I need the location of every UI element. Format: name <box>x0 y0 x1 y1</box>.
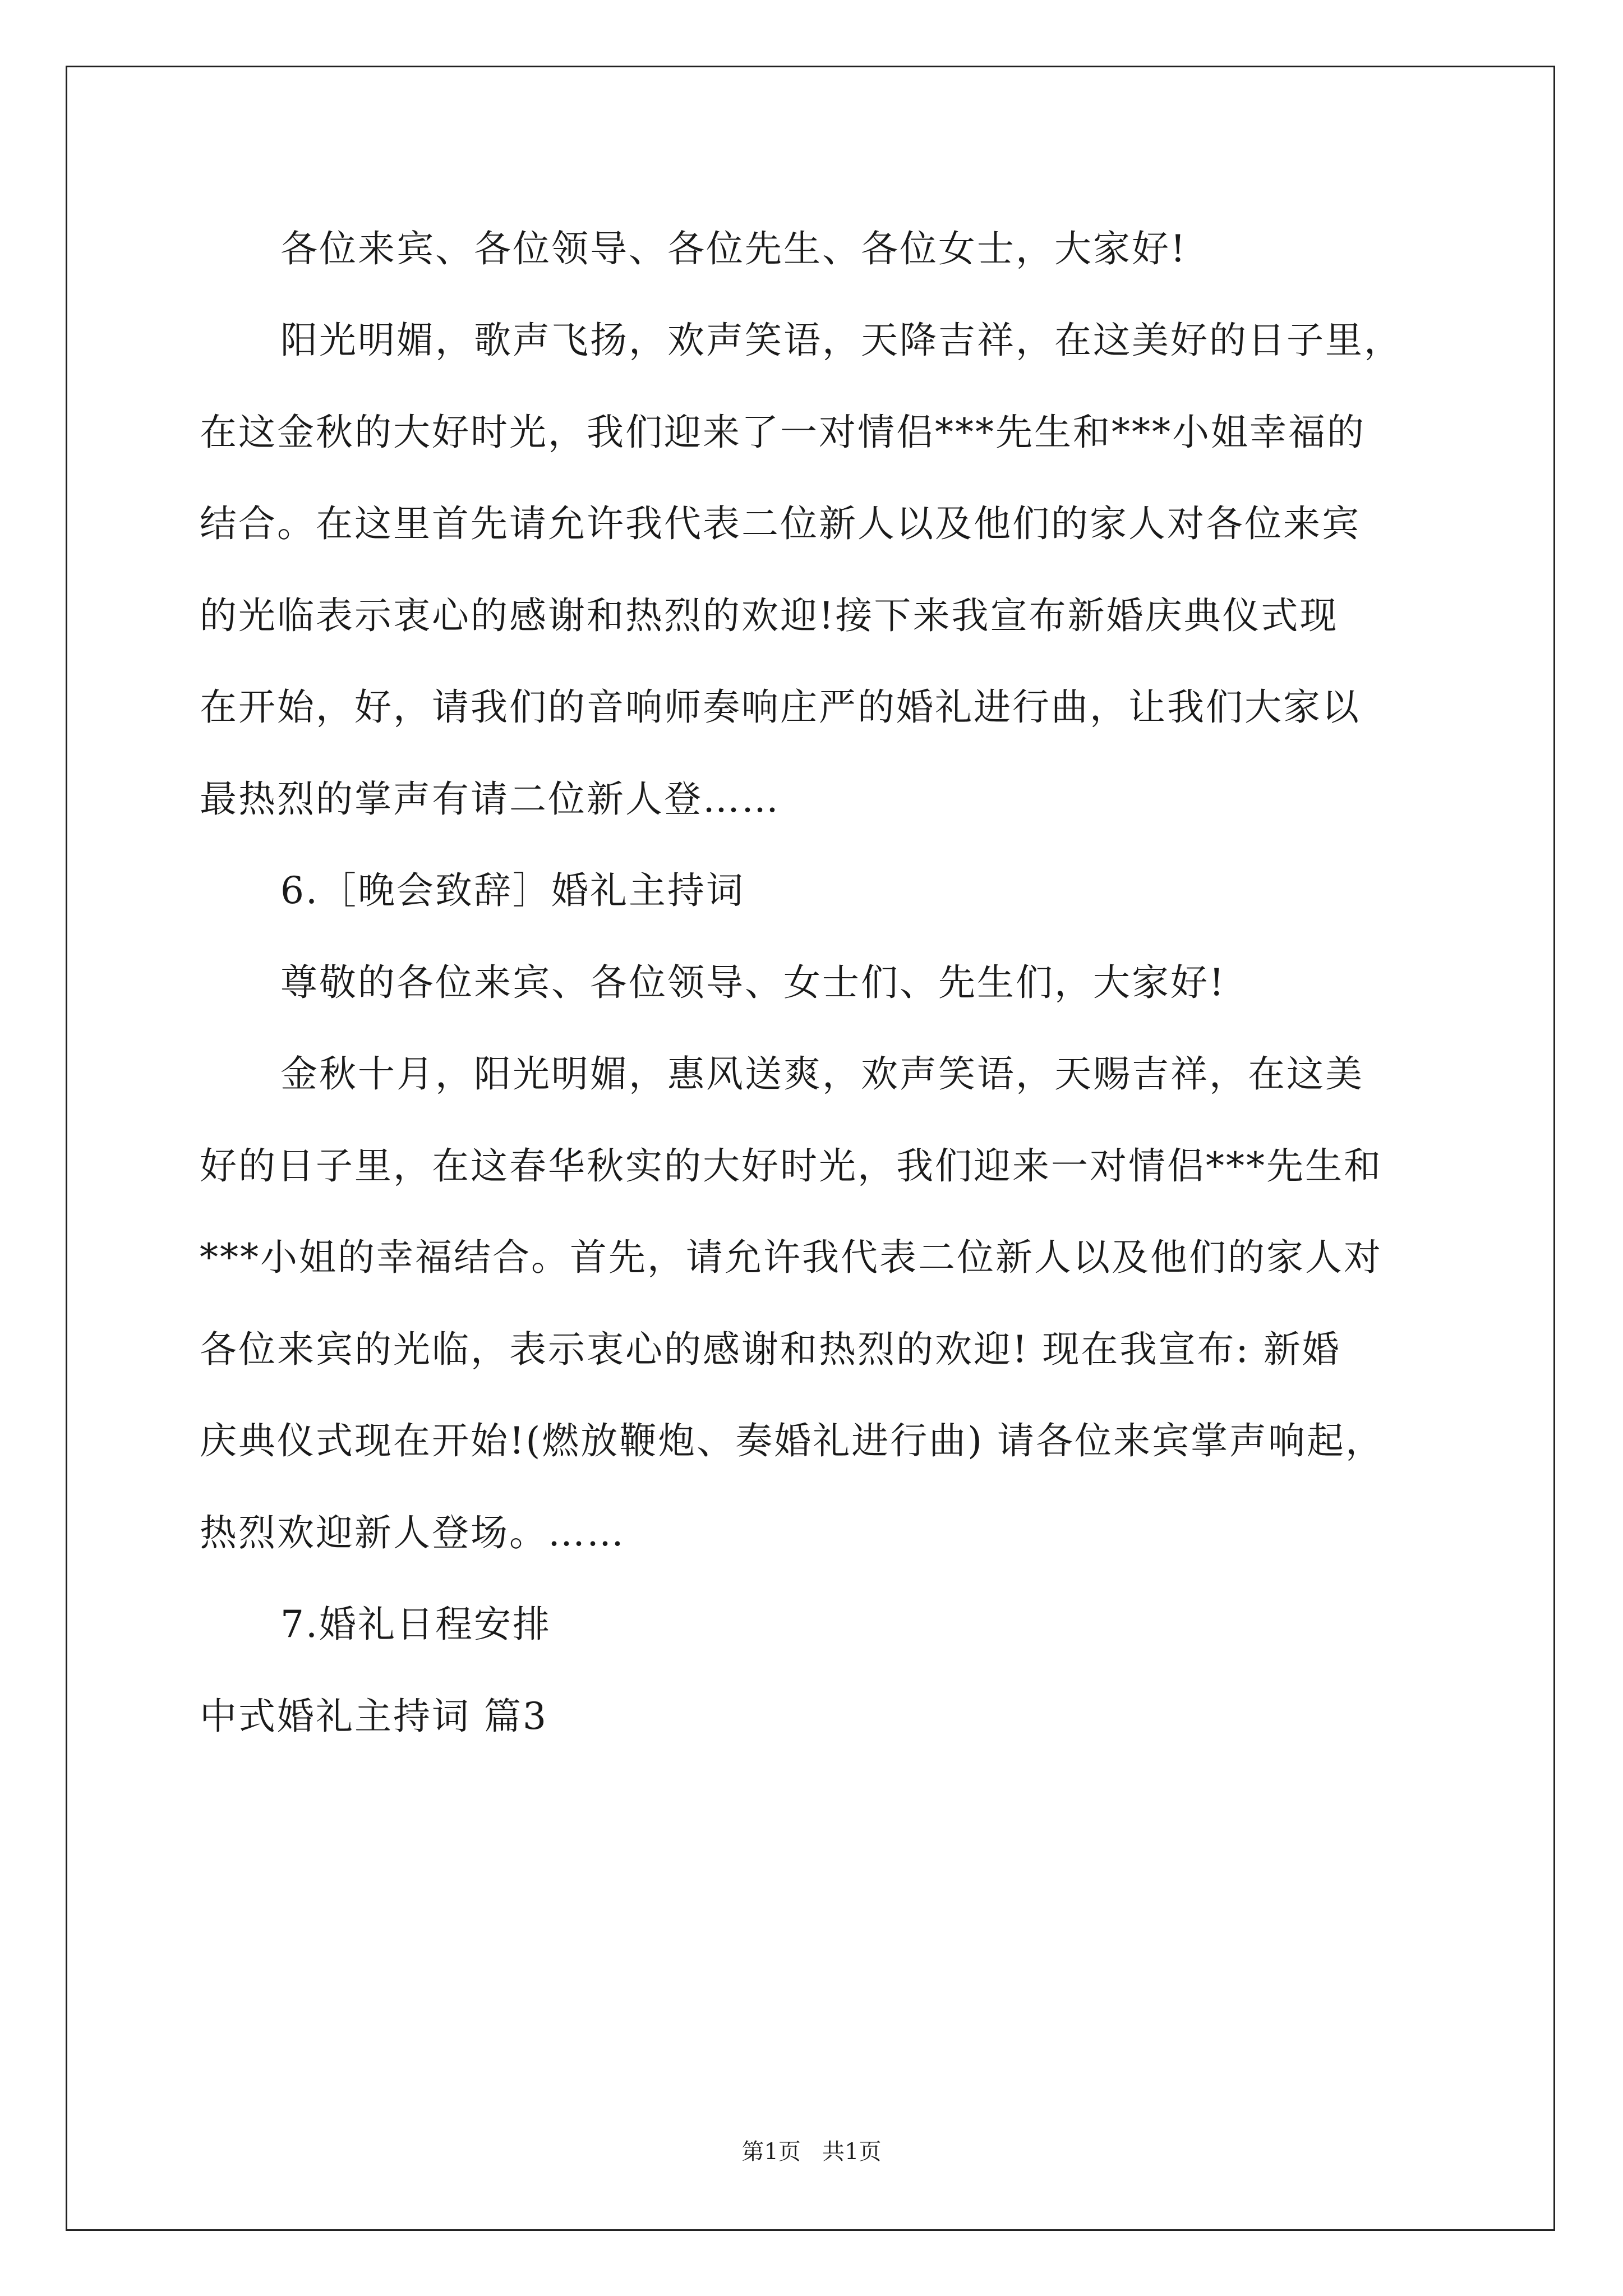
greeting-line: 各位来宾、各位领导、各位先生、各位女士，大家好! <box>280 227 1187 270</box>
chapter-title: 中式婚礼主持词 篇3 <box>200 1695 548 1738</box>
paragraph-line: 好的日子里，在这春华秋实的大好时光，我们迎来一对情侣***先生和 <box>200 1144 1382 1188</box>
paragraph-line: 在开始，好，请我们的音响师奏响庄严的婚礼进行曲，让我们大家以 <box>200 685 1361 729</box>
paragraph-line: 热烈欢迎新人登场。…… <box>200 1511 625 1554</box>
greeting-line: 尊敬的各位来宾、各位领导、女士们、先生们，大家好! <box>280 961 1226 1004</box>
paragraph-line: 金秋十月，阳光明媚，惠风送爽，欢声笑语，天赐吉祥，在这美 <box>280 1052 1364 1096</box>
paragraph-line: 结合。在这里首先请允许我代表二位新人以及他们的家人对各位来宾 <box>200 502 1361 545</box>
section-heading: 6.［晚会致辞］婚礼主持词 <box>280 869 745 912</box>
paragraph-line: 各位来宾的光临，表示衷心的感谢和热烈的欢迎! 现在我宣布: 新婚 <box>200 1328 1341 1371</box>
page-footer: 第1页 共1页 <box>741 2139 882 2165</box>
paragraph-line: 庆典仪式现在开始!(燃放鞭炮、奏婚礼进行曲) 请各位来宾掌声响起， <box>200 1419 1384 1462</box>
paragraph-line: 阳光明媚，歌声飞扬，欢声笑语，天降吉祥，在这美好的日子里， <box>280 319 1403 362</box>
paragraph-line: 的光临表示衷心的感谢和热烈的欢迎!接下来我宣布新婚庆典仪式现 <box>200 594 1339 637</box>
paragraph-line: 在这金秋的大好时光，我们迎来了一对情侣***先生和***小姐幸福的 <box>200 411 1366 454</box>
section-heading: 7.婚礼日程安排 <box>280 1603 551 1646</box>
paragraph-line: ***小姐的幸福结合。首先，请允许我代表二位新人以及他们的家人对 <box>200 1236 1382 1279</box>
paragraph-line: 最热烈的掌声有请二位新人登…… <box>200 777 780 821</box>
